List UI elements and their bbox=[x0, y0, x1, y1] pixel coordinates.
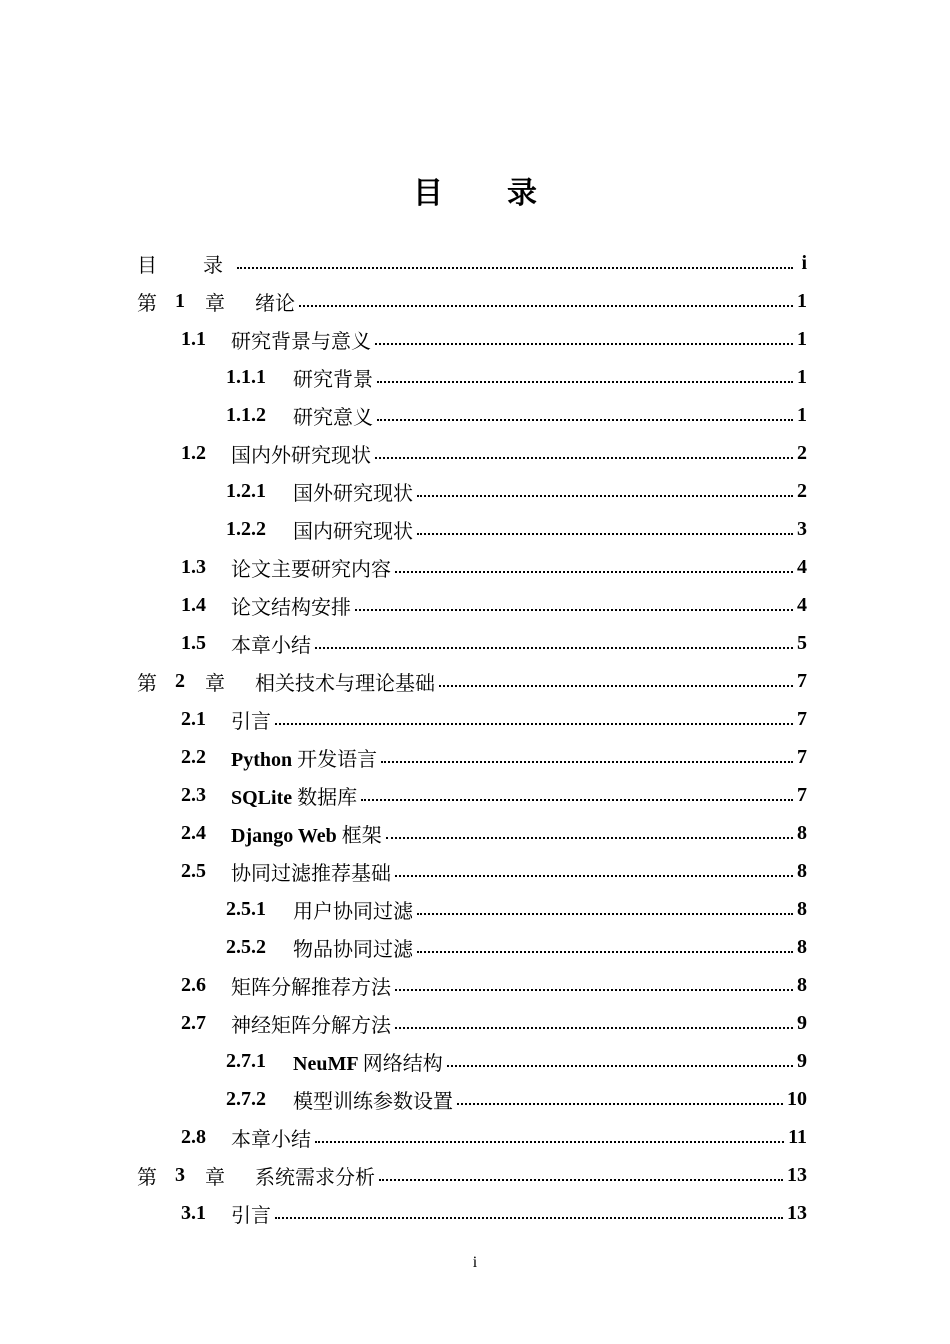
section-title bbox=[255, 667, 435, 696]
section-title bbox=[231, 1199, 271, 1228]
section-number: 2.7 bbox=[181, 1011, 206, 1034]
dot-leader bbox=[381, 761, 793, 763]
section-number: 1.2.2 bbox=[226, 517, 266, 540]
table-of-contents bbox=[137, 244, 807, 1232]
dot-leader bbox=[447, 1065, 793, 1067]
section-number: 1.1.1 bbox=[226, 365, 266, 388]
section-title-text: 引言 bbox=[231, 1202, 271, 1227]
dot-leader bbox=[417, 495, 793, 497]
dot-leader bbox=[375, 457, 793, 459]
section-title-latin: SQLite bbox=[231, 786, 298, 809]
page-title-part-1: 目 bbox=[413, 176, 443, 211]
section-title-text: 国内研究现状 bbox=[293, 518, 413, 543]
dot-leader bbox=[355, 609, 793, 611]
section-title bbox=[231, 591, 351, 620]
chapter-label bbox=[137, 667, 255, 696]
page-number: 7 bbox=[797, 783, 807, 806]
section-title bbox=[231, 325, 371, 354]
chapter-suffix: 章 bbox=[205, 670, 225, 695]
section-number: 2.1 bbox=[181, 707, 206, 730]
page-number: 8 bbox=[797, 935, 807, 958]
section-title-text: 国外研究现状 bbox=[293, 480, 413, 505]
toc-entry[interactable] bbox=[137, 662, 807, 700]
section-title bbox=[293, 895, 413, 924]
toc-entry[interactable] bbox=[137, 282, 807, 320]
chapter-suffix: 录 bbox=[203, 252, 223, 277]
toc-entry[interactable] bbox=[137, 1080, 807, 1118]
page-number: 1 bbox=[797, 289, 807, 312]
page-number: 2 bbox=[797, 479, 807, 502]
section-title-text: 论文主要研究内容 bbox=[231, 556, 391, 581]
dot-leader bbox=[417, 533, 793, 535]
section-title bbox=[231, 781, 357, 810]
chapter-suffix: 章 bbox=[205, 290, 225, 315]
toc-entry[interactable] bbox=[137, 1042, 807, 1080]
dot-leader bbox=[377, 381, 793, 383]
section-title-text: 开发语言 bbox=[297, 746, 378, 771]
dot-leader bbox=[417, 951, 793, 953]
toc-entry[interactable] bbox=[137, 358, 807, 396]
page-number: 7 bbox=[797, 745, 807, 768]
section-title bbox=[231, 1123, 311, 1152]
toc-entry[interactable] bbox=[137, 510, 807, 548]
chapter-label bbox=[137, 249, 233, 278]
dot-leader bbox=[315, 1141, 784, 1143]
chapter-number: 1 bbox=[175, 289, 185, 312]
section-title-text: 国内外研究现状 bbox=[231, 442, 371, 467]
toc-entry[interactable] bbox=[137, 624, 807, 662]
section-title-text: 框架 bbox=[341, 822, 382, 847]
section-number: 1.1 bbox=[181, 327, 206, 350]
section-number: 2.5.2 bbox=[226, 935, 266, 958]
chapter-number: 2 bbox=[175, 669, 185, 692]
page-number: 1 bbox=[797, 403, 807, 426]
dot-leader bbox=[299, 305, 793, 307]
section-title-text: 协同过滤推荐基础 bbox=[231, 860, 391, 885]
section-number: 1.2 bbox=[181, 441, 206, 464]
section-number: 1.5 bbox=[181, 631, 206, 654]
page-number: 9 bbox=[797, 1049, 807, 1072]
section-title-text: 数据库 bbox=[297, 784, 358, 809]
section-title-text: 研究背景 bbox=[293, 366, 373, 391]
page-number: 7 bbox=[797, 669, 807, 692]
page-number: i bbox=[801, 251, 807, 274]
toc-entry[interactable] bbox=[137, 928, 807, 966]
page-number: 8 bbox=[797, 821, 807, 844]
section-title bbox=[231, 705, 271, 734]
page-number: 4 bbox=[797, 593, 807, 616]
dot-leader bbox=[377, 419, 793, 421]
section-title bbox=[231, 1009, 391, 1038]
toc-entry[interactable] bbox=[137, 244, 807, 282]
section-number: 2.8 bbox=[181, 1125, 206, 1148]
section-title bbox=[293, 401, 373, 430]
section-title bbox=[231, 971, 391, 1000]
page-number: 13 bbox=[787, 1163, 807, 1186]
section-title bbox=[231, 553, 391, 582]
section-number: 2.4 bbox=[181, 821, 206, 844]
section-title-text: 引言 bbox=[231, 708, 271, 733]
section-title bbox=[293, 1047, 443, 1076]
dot-leader bbox=[375, 343, 793, 345]
toc-entry[interactable] bbox=[137, 472, 807, 510]
section-title-text: 用户协同过滤 bbox=[293, 898, 413, 923]
toc-entry[interactable] bbox=[137, 852, 807, 890]
section-number: 1.4 bbox=[181, 593, 206, 616]
section-number: 2.3 bbox=[181, 783, 206, 806]
section-number: 2.5 bbox=[181, 859, 206, 882]
page-number: 11 bbox=[788, 1125, 807, 1148]
section-title-text: 系统需求分析 bbox=[255, 1164, 375, 1189]
section-title-text: 模型训练参数设置 bbox=[293, 1088, 453, 1113]
toc-entry[interactable] bbox=[137, 320, 807, 358]
dot-leader bbox=[395, 875, 793, 877]
section-number: 2.5.1 bbox=[226, 897, 266, 920]
dot-leader bbox=[275, 723, 793, 725]
toc-entry[interactable] bbox=[137, 814, 807, 852]
section-title-text: 研究背景与意义 bbox=[231, 328, 371, 353]
section-number: 2.2 bbox=[181, 745, 206, 768]
page-number: 3 bbox=[797, 517, 807, 540]
page-number: 7 bbox=[797, 707, 807, 730]
chapter-prefix: 第 bbox=[137, 290, 157, 315]
page-title-part-2: 录 bbox=[507, 176, 537, 211]
page-number: 9 bbox=[797, 1011, 807, 1034]
dot-leader bbox=[395, 989, 793, 991]
section-title bbox=[293, 363, 373, 392]
section-title-text: 物品协同过滤 bbox=[293, 936, 413, 961]
dot-leader bbox=[275, 1217, 783, 1219]
section-title bbox=[231, 857, 391, 886]
section-number: 3.1 bbox=[181, 1201, 206, 1224]
section-number: 2.7.1 bbox=[226, 1049, 266, 1072]
page-number: 10 bbox=[787, 1087, 807, 1110]
section-title-text: 网络结构 bbox=[362, 1050, 443, 1075]
page-number: 8 bbox=[797, 973, 807, 996]
section-title-text: 矩阵分解推荐方法 bbox=[231, 974, 391, 999]
dot-leader bbox=[457, 1103, 783, 1105]
section-title bbox=[293, 477, 413, 506]
chapter-label bbox=[137, 287, 255, 316]
toc-entry[interactable] bbox=[137, 890, 807, 928]
toc-entry[interactable] bbox=[137, 1118, 807, 1156]
toc-entry[interactable] bbox=[137, 1194, 807, 1232]
section-number: 2.6 bbox=[181, 973, 206, 996]
chapter-suffix: 章 bbox=[205, 1164, 225, 1189]
section-title-text: 研究意义 bbox=[293, 404, 373, 429]
chapter-prefix: 第 bbox=[137, 670, 157, 695]
section-title bbox=[293, 515, 413, 544]
section-title bbox=[255, 1161, 375, 1190]
toc-entry[interactable] bbox=[137, 1004, 807, 1042]
toc-entry[interactable] bbox=[137, 776, 807, 814]
chapter-prefix: 目 bbox=[137, 252, 157, 277]
page-number: 2 bbox=[797, 441, 807, 464]
section-title-latin: NeuMF bbox=[293, 1052, 363, 1075]
chapter-number: 3 bbox=[175, 1163, 185, 1186]
toc-entry[interactable] bbox=[137, 586, 807, 624]
section-title bbox=[231, 743, 377, 772]
toc-entry[interactable] bbox=[137, 738, 807, 776]
page-number: 5 bbox=[797, 631, 807, 654]
dot-leader bbox=[379, 1179, 783, 1181]
section-title bbox=[231, 629, 311, 658]
section-title bbox=[293, 1085, 453, 1114]
toc-entry[interactable] bbox=[137, 700, 807, 738]
section-number: 1.1.2 bbox=[226, 403, 266, 426]
section-number: 1.2.1 bbox=[226, 479, 266, 502]
page-number: 1 bbox=[797, 327, 807, 350]
toc-entry[interactable] bbox=[137, 396, 807, 434]
page-title bbox=[0, 168, 950, 212]
section-title-text: 神经矩阵分解方法 bbox=[231, 1012, 391, 1037]
section-number: 2.7.2 bbox=[226, 1087, 266, 1110]
section-number: 1.3 bbox=[181, 555, 206, 578]
dot-leader bbox=[439, 685, 793, 687]
page-number: 8 bbox=[797, 859, 807, 882]
dot-leader bbox=[395, 1027, 793, 1029]
dot-leader bbox=[237, 267, 793, 269]
section-title bbox=[255, 287, 295, 316]
section-title-latin: Django Web bbox=[231, 824, 342, 847]
toc-entry[interactable] bbox=[137, 548, 807, 586]
dot-leader bbox=[395, 571, 793, 573]
dot-leader bbox=[315, 647, 793, 649]
page-number: 4 bbox=[797, 555, 807, 578]
section-title-text: 本章小结 bbox=[231, 632, 311, 657]
dot-leader bbox=[361, 799, 793, 801]
toc-entry[interactable] bbox=[137, 1156, 807, 1194]
page-number: 1 bbox=[797, 365, 807, 388]
section-title bbox=[231, 819, 382, 848]
section-title-latin: Python bbox=[231, 748, 298, 771]
section-title-text: 相关技术与理论基础 bbox=[255, 670, 435, 695]
section-title-text: 绪论 bbox=[255, 290, 295, 315]
page-number: 13 bbox=[787, 1201, 807, 1224]
dot-leader bbox=[386, 837, 793, 839]
footer-page-number: i bbox=[472, 1254, 478, 1271]
chapter-label bbox=[137, 1161, 255, 1190]
section-title bbox=[231, 439, 371, 468]
toc-entry[interactable] bbox=[137, 434, 807, 472]
section-title-text: 本章小结 bbox=[231, 1126, 311, 1151]
section-title-text: 论文结构安排 bbox=[231, 594, 351, 619]
dot-leader bbox=[417, 913, 793, 915]
section-title bbox=[293, 933, 413, 962]
page-number: 8 bbox=[797, 897, 807, 920]
toc-entry[interactable] bbox=[137, 966, 807, 1004]
chapter-prefix: 第 bbox=[137, 1164, 157, 1189]
